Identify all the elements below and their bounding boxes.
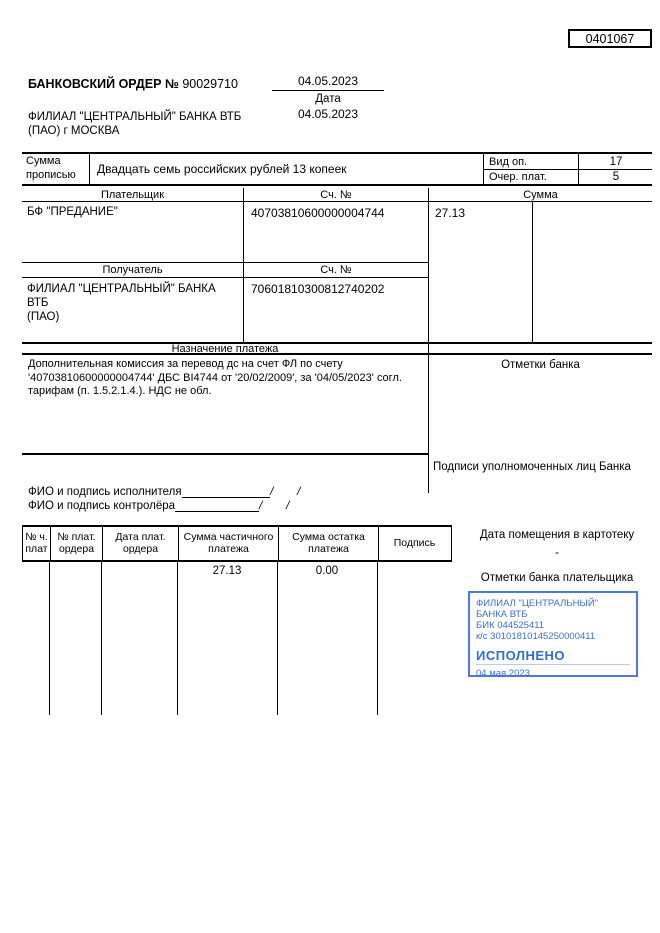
stamp-date: 04 мая 2023 — [476, 664, 630, 679]
payer-account: 40703810600000004744 — [243, 202, 428, 262]
col-header-part-number: № ч. плат — [25, 531, 48, 555]
amount-label-line1: Сумма — [26, 155, 61, 167]
purpose-text-line2: '40703810600000004744' ДБС BI4744 от '20/02/2009', за '04/05/2023' согл. — [28, 371, 402, 384]
stamp-corr-account: к/с 30101810145250000411 — [476, 631, 596, 642]
bank-execution-stamp — [468, 591, 638, 677]
purpose-text-line1: Дополнительная комиссия за перевод дс на счет ФЛ по счету — [28, 358, 343, 370]
priority-label: Очер. плат. — [489, 171, 547, 183]
op-type-label: Вид оп. — [489, 155, 528, 168]
payee-header: Получатель — [102, 264, 163, 276]
sum-header: Сумма — [428, 188, 652, 201]
priority-value: 5 — [578, 170, 652, 184]
col-header-partial-sum: Сумма частичного платежа — [178, 527, 278, 560]
table-column-line — [101, 562, 102, 715]
controller-signature-line — [175, 502, 259, 512]
amount-in-words-label — [22, 154, 90, 184]
bank-marks-cell — [428, 355, 652, 493]
priority-row — [484, 169, 652, 184]
date-value: 04.05.2023 — [272, 74, 384, 91]
amount-in-words: Двадцать семь российских рублей 13 копеек — [97, 162, 347, 176]
col-header-order-number: № плат. ордера — [50, 527, 102, 560]
payee-name-line2: (ПАО) — [27, 311, 60, 323]
document-title: БАНКОВСКИЙ ОРДЕР № — [28, 77, 179, 91]
executor-signature-row — [28, 486, 300, 500]
issuing-bank-name — [28, 110, 241, 138]
payer-bank-marks-label: Отметки банка плательщика — [480, 572, 634, 584]
date-value-2: 04.05.2023 — [297, 107, 359, 121]
partial-payments-header — [22, 525, 452, 562]
bank-marks-label: Отметки банка — [501, 359, 580, 371]
payer-name: БФ "ПРЕДАНИЕ" — [27, 206, 118, 218]
order-number: 90029710 — [182, 77, 238, 91]
executor-signature-line — [182, 488, 270, 498]
controller-signature-row — [28, 500, 300, 514]
col-header-order-date: Дата плат. ордера — [102, 527, 178, 560]
stamp-bank-name: ФИЛИАЛ "ЦЕНТРАЛЬНЫЙ" БАНКА ВТБ — [476, 598, 599, 620]
purpose-text — [22, 355, 428, 455]
document-title-row — [28, 77, 238, 91]
purpose-header-divider — [428, 344, 429, 353]
stamp-bik: БИК 044525411 — [476, 620, 545, 631]
col-header-remainder-sum: Сумма остатка платежа — [278, 527, 378, 560]
payee-name — [22, 278, 243, 342]
payee-name-line1: ФИЛИАЛ "ЦЕНТРАЛЬНЫЙ" БАНКА ВТБ — [27, 283, 216, 309]
signature-lines-block — [28, 486, 300, 514]
remainder-sum-value: 0.00 — [315, 565, 339, 577]
slash-mark: / — [268, 486, 275, 498]
partial-sum-value: 27.13 — [212, 565, 242, 577]
payee-account-header: Сч. № — [243, 263, 428, 277]
purpose-header-row — [22, 342, 652, 355]
bank-signatures-label: Подписи уполномоченных лиц Банка — [433, 461, 631, 473]
controller-signature-label: ФИО и подпись контролёра — [28, 500, 176, 512]
table-column-line — [49, 562, 50, 715]
main-form-table — [22, 152, 652, 493]
table-column-line — [177, 562, 178, 715]
executor-signature-label: ФИО и подпись исполнителя — [28, 486, 182, 498]
stamp-status: ИСПОЛНЕНО — [476, 648, 566, 663]
form-code: 0401067 — [585, 31, 635, 46]
payer-account-header: Сч. № — [243, 188, 428, 201]
payment-sum: 27.13 — [428, 202, 532, 342]
date-label: Дата — [315, 93, 341, 105]
table-column-line — [277, 562, 278, 715]
card-index-value: - — [555, 547, 559, 559]
payee-header-row — [22, 262, 428, 278]
sum-extra-cell — [532, 202, 652, 342]
col-header-signature: Подпись — [378, 527, 450, 560]
form-code-box — [568, 29, 652, 48]
op-type-value: 17 — [578, 154, 652, 169]
slash-mark: / — [295, 486, 302, 498]
card-index-label: Дата помещения в картотеку — [479, 529, 635, 541]
issuing-bank-name-line1: ФИЛИАЛ "ЦЕНТРАЛЬНЫЙ" БАНКА ВТБ — [28, 111, 242, 123]
date-block — [272, 74, 384, 121]
operation-type-block — [483, 154, 652, 184]
slash-mark: / — [257, 500, 264, 512]
payee-account: 70601810300812740202 — [243, 278, 428, 342]
payer-header: Плательщик — [100, 188, 165, 201]
purpose-header: Назначение платежа — [171, 342, 279, 355]
slash-mark: / — [284, 500, 291, 512]
purpose-text-line3: тарифам (п. 1.5.2.1.4.). НДС не обл. — [28, 385, 212, 397]
issuing-bank-name-line2: (ПАО) г МОСКВА — [28, 125, 120, 137]
amount-label-line2: прописью — [26, 168, 76, 181]
table-column-line — [377, 562, 378, 715]
op-type-row — [484, 154, 652, 169]
